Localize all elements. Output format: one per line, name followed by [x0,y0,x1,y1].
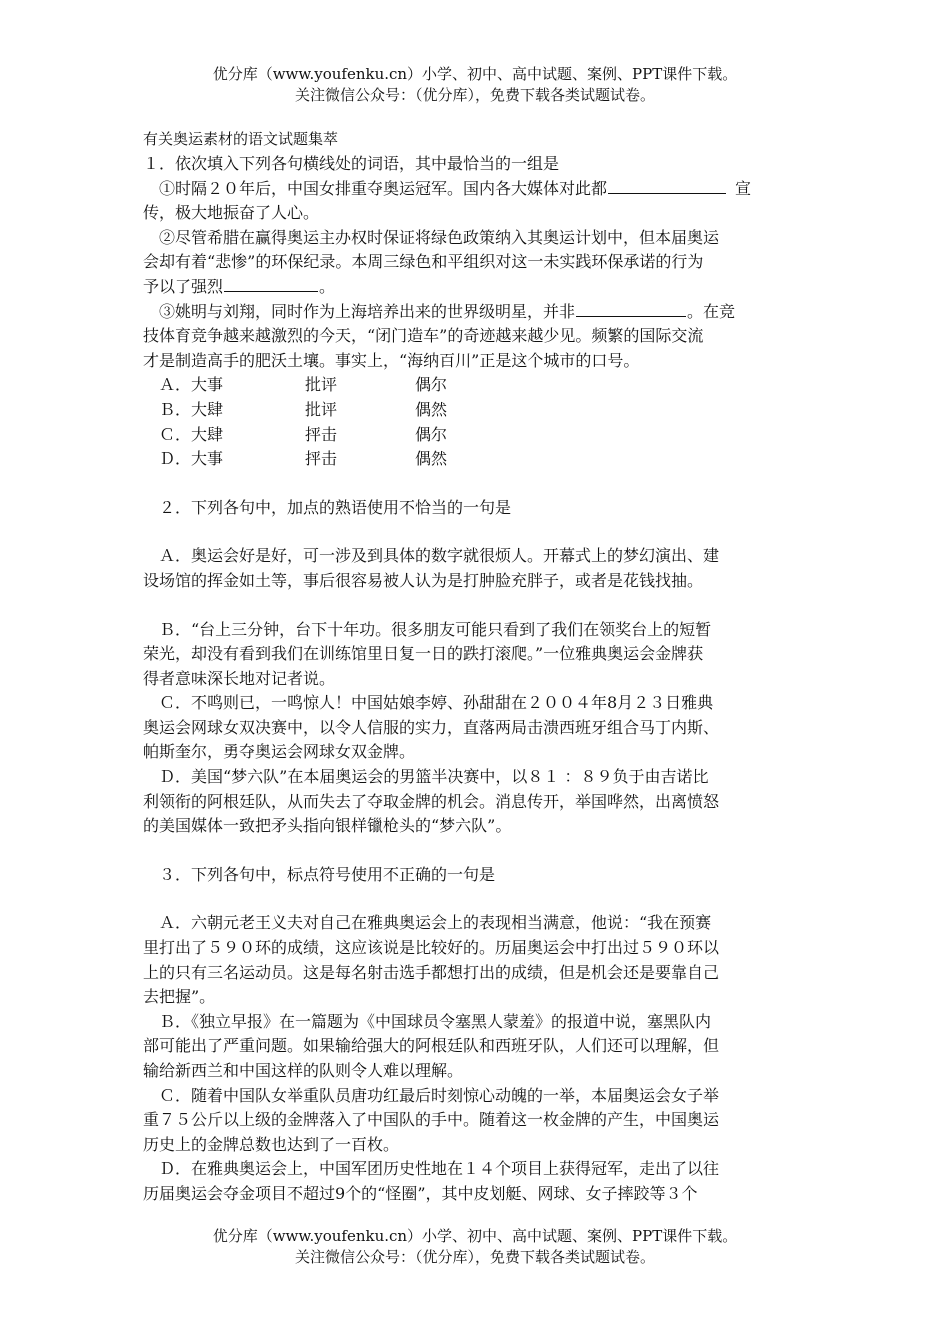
header-line-1: 优分库（www.youfenku.cn）小学、初中、高中试题、案例、PPT课件下载。 [212,65,738,83]
question-1-sentence-3-end: 才是制造高手的肥沃土壤。事实上，“海纳百川”正是这个城市的口号。 [143,350,640,370]
question-2-option-b-end: 得者意味深长地对记者说。 [143,668,336,688]
question-1-option-d: Ｄ．大事 抨击 偶然 [159,449,448,469]
question-1-stem: １．依次填入下列各句横线处的词语，其中最恰当的一组是 [143,154,560,173]
question-1-sentence-2-end: 予以了强烈 。 [143,276,336,296]
question-2-option-c-end: 帕斯奎尔，勇夺奥运会网球女双金牌。 [143,742,416,762]
fill-blank-3 [576,301,686,317]
question-3-option-a-cont-2: 上的只有三名运动员。这是每名射击选手都想打出的成绩，但是机会还是要靠自己 [143,962,720,982]
question-2-option-b-cont: 荣光，却没有看到我们在训练馆里日复一日的跌打滚爬。”一位雅典奥运会金牌获 [143,644,704,664]
question-2-option-d: Ｄ．美国“梦六队”在本届奥运会的男篮半决赛中，以８１ ：８９负于由吉诺比 [159,767,709,787]
question-1-sentence-1: ①时隔２０年后，中国女排重夺奥运冠军。国内各大媒体对此都 宣 [159,178,752,198]
page-header [0,64,950,106]
spacer [143,520,818,544]
question-2-option-d-end: 的美国媒体一致把矛头指向银样镴枪头的“梦六队”。 [143,816,512,836]
spacer [143,887,818,911]
question-3-stem: ３．下列各句中，标点符号使用不正确的一句是 [159,864,496,884]
question-3-option-b-cont: 部可能出了严重问题。如果输给强大的阿根廷队和西班牙队，人们还可以理解，但 [143,1036,720,1056]
question-2-option-b: Ｂ．“台上三分钟，台下十年功。很多朋友可能只看到了我们在领奖台上的短暂 [159,619,712,639]
question-3-option-c-end: 历史上的金牌总数也达到了一百枚。 [143,1134,400,1154]
question-3-option-d-cont: 历届奥运会夺金项目不超过9个的“怪圈”，其中皮划艇、网球、女子摔跤等３个 [143,1183,698,1203]
header-line-2: 关注微信公众号：（优分库），免费下载各类试题试卷。 [294,86,655,104]
document-title: 有关奥运素材的语文试题集萃 [143,130,339,148]
question-1-option-c: Ｃ．大肆 抨击 偶尔 [159,424,448,444]
question-1-option-a: Ａ．大事 批评 偶尔 [159,375,448,395]
footer-line-1: 优分库（www.youfenku.cn）小学、初中、高中试题、案例、PPT课件下载。 [212,1227,738,1245]
question-2-stem: ２．下列各句中，加点的熟语使用不恰当的一句是 [159,497,512,517]
question-3-option-a-end: 去把握”。 [143,987,216,1007]
question-1-sentence-2-cont: 会却有着“悲惨”的环保纪录。本周三绿色和平组织对这一未实践环保承诺的行为 [143,252,704,272]
question-3-option-c-cont: 重７５公斤以上级的金牌落入了中国队的手中。随着这一枚金牌的产生，中国奥运 [143,1110,720,1130]
question-3-option-a: Ａ．六朝元老王义夫对自己在雅典奥运会上的表现相当满意，他说：“我在预赛 [159,913,712,933]
question-3-option-c: Ｃ．随着中国队女举重队员唐功红最后时刻惊心动魄的一举，本届奥运会女子举 [159,1085,720,1105]
page-footer [0,1226,950,1268]
question-2-option-c-cont: 奥运会网球女双决赛中，以令人信服的实力，直落两局击溃西班牙组合马丁内斯、 [143,717,720,737]
fill-blank-2 [224,276,318,292]
question-2-option-a: Ａ．奥运会好是好，可一涉及到具体的数字就很烦人。开幕式上的梦幻演出、建 [159,546,720,566]
spacer [143,472,818,496]
question-1-sentence-2: ②尽管希腊在赢得奥运主办权时保证将绿色政策纳入其奥运计划中，但本届奥运 [159,227,720,247]
document-body [143,130,818,1207]
question-3-option-d: Ｄ．在雅典奥运会上，中国军团历史性地在１４个项目上获得冠军，走出了以往 [159,1159,720,1179]
question-2-option-a-cont: 设场馆的挥金如土等，事后很容易被人认为是打肿脸充胖子，或者是花钱找抽。 [143,570,704,590]
footer-line-2: 关注微信公众号：（优分库），免费下载各类试题试卷。 [294,1248,655,1266]
spacer [143,839,818,863]
question-1-sentence-1-cont: 传，极大地振奋了人心。 [143,203,320,223]
question-1 [143,152,818,472]
fill-blank-1 [608,178,726,194]
question-1-sentence-3: ③姚明与刘翔，同时作为上海培养出来的世界级明星，并非 。在竞 [159,301,736,321]
question-1-option-b: Ｂ．大肆 批评 偶然 [159,399,448,419]
question-1-sentence-3-cont: 技体育竞争越来越激烈的今天，“闭门造车”的奇迹越来越少见。频繁的国际交流 [143,326,704,346]
question-3-option-a-cont: 里打出了５９０环的成绩，这应该说是比较好的。历届奥运会中打出过５９０环以 [143,938,720,958]
spacer [143,594,818,618]
question-2-option-d-cont: 利领衔的阿根廷队，从而失去了夺取金牌的机会。消息传开，举国哗然，出离愤怒 [143,791,720,811]
question-2 [143,496,818,839]
question-3-option-b-end: 输给新西兰和中国这样的队则令人难以理解。 [143,1061,464,1080]
question-2-option-c: Ｃ．不鸣则已，一鸣惊人！中国姑娘李婷、孙甜甜在２００４年8月２３日雅典 [159,693,714,713]
question-3 [143,863,818,1207]
question-3-option-b: Ｂ．《独立早报》在一篇题为《中国球员令塞黑人蒙羞》的报道中说，塞黑队内 [159,1011,712,1031]
